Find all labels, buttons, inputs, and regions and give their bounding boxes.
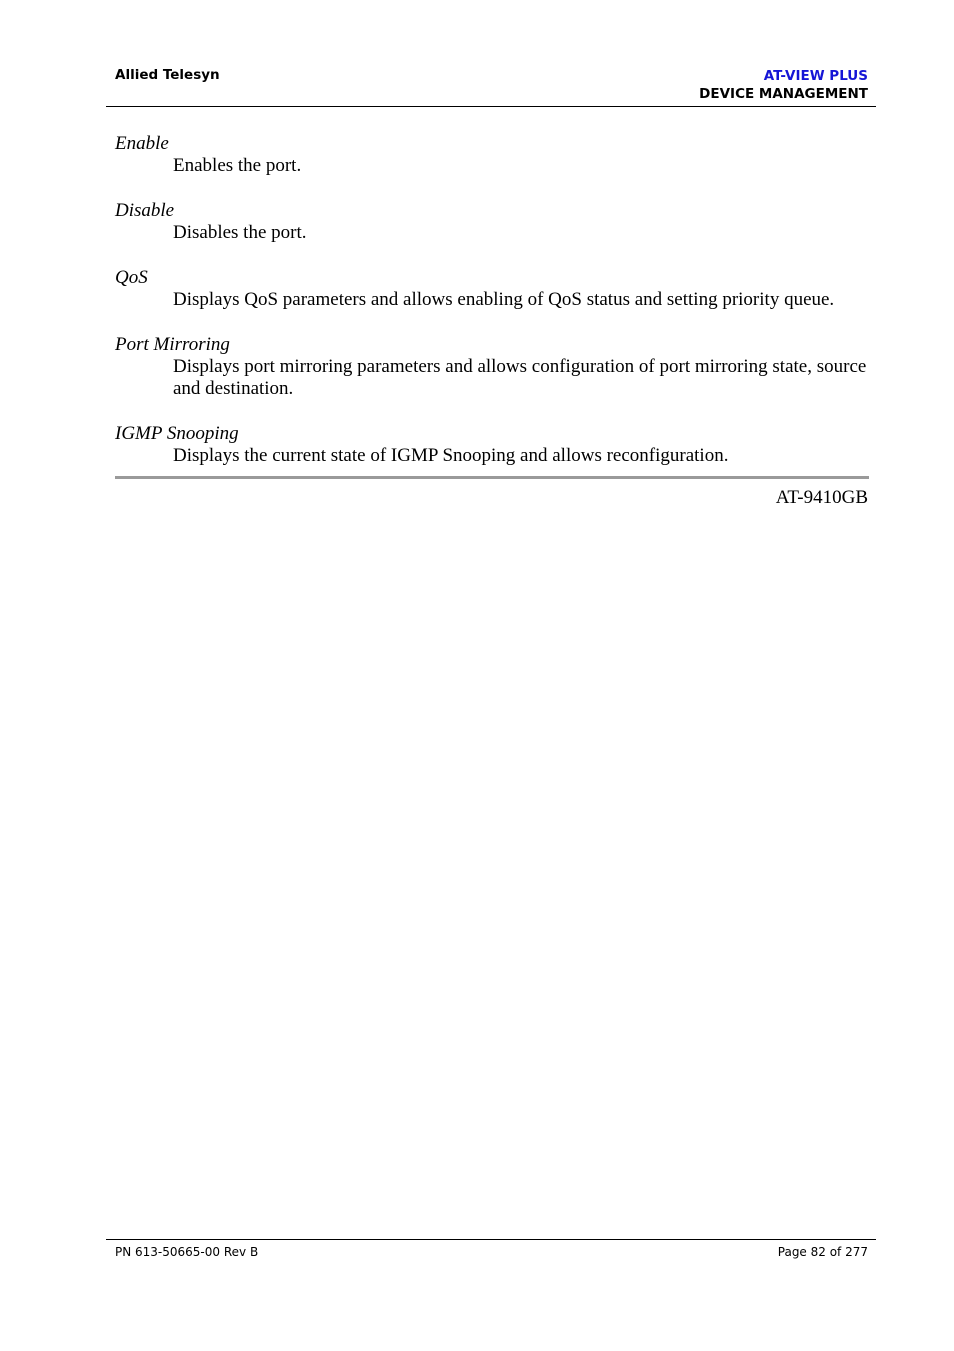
definition-term: IGMP Snooping xyxy=(115,423,239,444)
definition-term: Disable xyxy=(115,200,175,221)
header-product: AT-VIEW PLUS xyxy=(763,68,868,84)
header-company: Allied Telesyn xyxy=(115,67,220,83)
header-divider xyxy=(106,106,876,107)
definition-description: Displays the current state of IGMP Snooping and allows reconfiguration. xyxy=(173,445,729,466)
definition-entry-igmp-snooping xyxy=(115,423,875,467)
footer-page-number: Page 82 of 277 xyxy=(777,1245,868,1259)
definition-entry-enable xyxy=(115,133,875,177)
definition-description: Displays port mirroring parameters and allows configuration of port mirroring state, source and destination. xyxy=(173,356,867,399)
footer-divider xyxy=(106,1239,876,1240)
definition-list xyxy=(115,133,875,490)
definition-description: Enables the port. xyxy=(173,155,302,176)
section-divider xyxy=(115,476,869,479)
definition-term: Enable xyxy=(115,133,169,154)
definition-entry-port-mirroring xyxy=(115,334,875,400)
definition-description: Disables the port. xyxy=(173,222,307,243)
definition-description: Displays QoS parameters and allows enabling of QoS status and setting priority queue. xyxy=(173,289,835,310)
model-name: AT-9410GB xyxy=(775,487,868,508)
footer-part-number: PN 613-50665-00 Rev B xyxy=(115,1245,259,1259)
definition-entry-disable xyxy=(115,200,875,244)
definition-entry-qos xyxy=(115,267,875,311)
definition-term: QoS xyxy=(115,267,148,288)
header-section: DEVICE MANAGEMENT xyxy=(699,86,868,102)
definition-term: Port Mirroring xyxy=(115,334,230,355)
header-title-block xyxy=(699,67,868,103)
